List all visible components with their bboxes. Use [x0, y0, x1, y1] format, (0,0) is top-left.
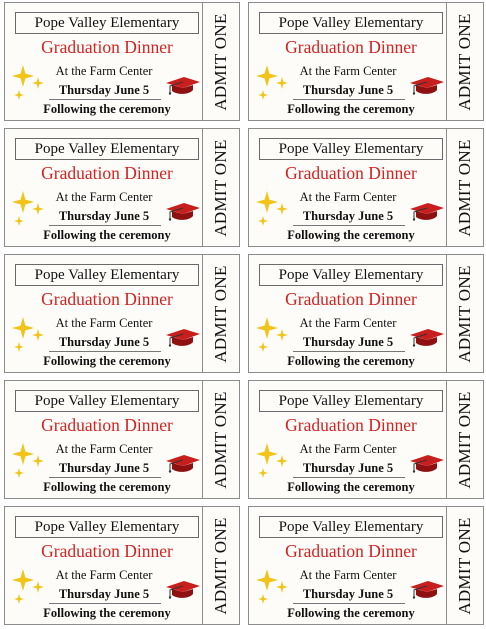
event-location: At the Farm Center [55, 316, 153, 330]
ticket [4, 128, 240, 247]
ticket-stub [202, 507, 239, 624]
event-title: Graduation Dinner [41, 415, 173, 435]
school-name: Pope Valley Elementary [15, 264, 199, 286]
event-location: At the Farm Center [55, 64, 153, 78]
event-note: Following the ceremony [43, 102, 171, 116]
event-note: Following the ceremony [287, 228, 415, 242]
school-name: Pope Valley Elementary [259, 12, 443, 34]
school-name: Pope Valley Elementary [259, 516, 443, 538]
divider [49, 225, 161, 226]
event-note: Following the ceremony [287, 480, 415, 494]
event-note: Following the ceremony [43, 354, 171, 368]
admit-one-label: ADMIT ONE [211, 12, 230, 111]
graduation-cap-icon [409, 202, 445, 222]
event-title: Graduation Dinner [285, 415, 417, 435]
event-date: Thursday June 5 [302, 209, 394, 223]
graduation-cap-icon [165, 76, 201, 96]
divider [49, 351, 161, 352]
event-location: At the Farm Center [55, 568, 153, 582]
ticket-stub [446, 3, 483, 120]
graduation-cap-icon [409, 454, 445, 474]
school-name: Pope Valley Elementary [15, 390, 199, 412]
school-name: Pope Valley Elementary [259, 138, 443, 160]
ticket-stub [446, 381, 483, 498]
graduation-cap-icon [165, 328, 201, 348]
sparkle-icon [256, 191, 290, 229]
event-title: Graduation Dinner [285, 541, 417, 561]
divider [49, 603, 161, 604]
event-location: At the Farm Center [299, 442, 397, 456]
sparkle-icon [256, 443, 290, 481]
event-location: At the Farm Center [299, 190, 397, 204]
school-name: Pope Valley Elementary [15, 12, 199, 34]
divider [49, 99, 161, 100]
graduation-cap-icon [409, 76, 445, 96]
ticket-stub [202, 129, 239, 246]
event-location: At the Farm Center [299, 568, 397, 582]
event-date: Thursday June 5 [58, 461, 150, 475]
admit-one-label: ADMIT ONE [455, 138, 474, 237]
sparkle-icon [12, 443, 46, 481]
event-title: Graduation Dinner [41, 541, 173, 561]
event-location: At the Farm Center [55, 190, 153, 204]
event-location: At the Farm Center [299, 316, 397, 330]
admit-one-label: ADMIT ONE [455, 516, 474, 615]
sparkle-icon [256, 317, 290, 355]
school-name: Pope Valley Elementary [15, 138, 199, 160]
ticket [248, 128, 484, 247]
event-date: Thursday June 5 [58, 587, 150, 601]
event-title: Graduation Dinner [285, 37, 417, 57]
admit-one-label: ADMIT ONE [211, 138, 230, 237]
event-note: Following the ceremony [287, 606, 415, 620]
ticket-stub [202, 3, 239, 120]
ticket-stub [446, 129, 483, 246]
ticket [4, 254, 240, 373]
admit-one-label: ADMIT ONE [455, 390, 474, 489]
graduation-cap-icon [409, 580, 445, 600]
graduation-cap-icon [409, 328, 445, 348]
ticket-stub [202, 381, 239, 498]
sparkle-icon [256, 569, 290, 607]
ticket-stub [446, 507, 483, 624]
admit-one-label: ADMIT ONE [211, 390, 230, 489]
event-note: Following the ceremony [43, 606, 171, 620]
divider [293, 603, 405, 604]
event-date: Thursday June 5 [302, 587, 394, 601]
admit-one-label: ADMIT ONE [455, 12, 474, 111]
ticket-stub [202, 255, 239, 372]
sparkle-icon [12, 317, 46, 355]
ticket [4, 380, 240, 499]
event-note: Following the ceremony [43, 228, 171, 242]
event-location: At the Farm Center [299, 64, 397, 78]
divider [293, 351, 405, 352]
ticket [4, 2, 240, 121]
event-note: Following the ceremony [43, 480, 171, 494]
admit-one-label: ADMIT ONE [211, 264, 230, 363]
school-name: Pope Valley Elementary [259, 390, 443, 412]
divider [49, 477, 161, 478]
graduation-cap-icon [165, 454, 201, 474]
ticket [248, 254, 484, 373]
graduation-cap-icon [165, 202, 201, 222]
ticket [248, 506, 484, 625]
event-date: Thursday June 5 [302, 83, 394, 97]
event-date: Thursday June 5 [302, 461, 394, 475]
ticket [248, 2, 484, 121]
sparkle-icon [12, 569, 46, 607]
event-note: Following the ceremony [287, 354, 415, 368]
school-name: Pope Valley Elementary [15, 516, 199, 538]
divider [293, 477, 405, 478]
ticket [4, 506, 240, 625]
event-title: Graduation Dinner [285, 163, 417, 183]
ticket-stub [446, 255, 483, 372]
event-location: At the Farm Center [55, 442, 153, 456]
admit-one-label: ADMIT ONE [211, 516, 230, 615]
event-title: Graduation Dinner [285, 289, 417, 309]
ticket [248, 380, 484, 499]
divider [293, 99, 405, 100]
sparkle-icon [256, 65, 290, 103]
sparkle-icon [12, 191, 46, 229]
event-date: Thursday June 5 [58, 335, 150, 349]
admit-one-label: ADMIT ONE [455, 264, 474, 363]
event-note: Following the ceremony [287, 102, 415, 116]
event-date: Thursday June 5 [58, 83, 150, 97]
sparkle-icon [12, 65, 46, 103]
event-title: Graduation Dinner [41, 289, 173, 309]
event-title: Graduation Dinner [41, 163, 173, 183]
school-name: Pope Valley Elementary [259, 264, 443, 286]
divider [293, 225, 405, 226]
graduation-cap-icon [165, 580, 201, 600]
event-date: Thursday June 5 [302, 335, 394, 349]
event-date: Thursday June 5 [58, 209, 150, 223]
event-title: Graduation Dinner [41, 37, 173, 57]
